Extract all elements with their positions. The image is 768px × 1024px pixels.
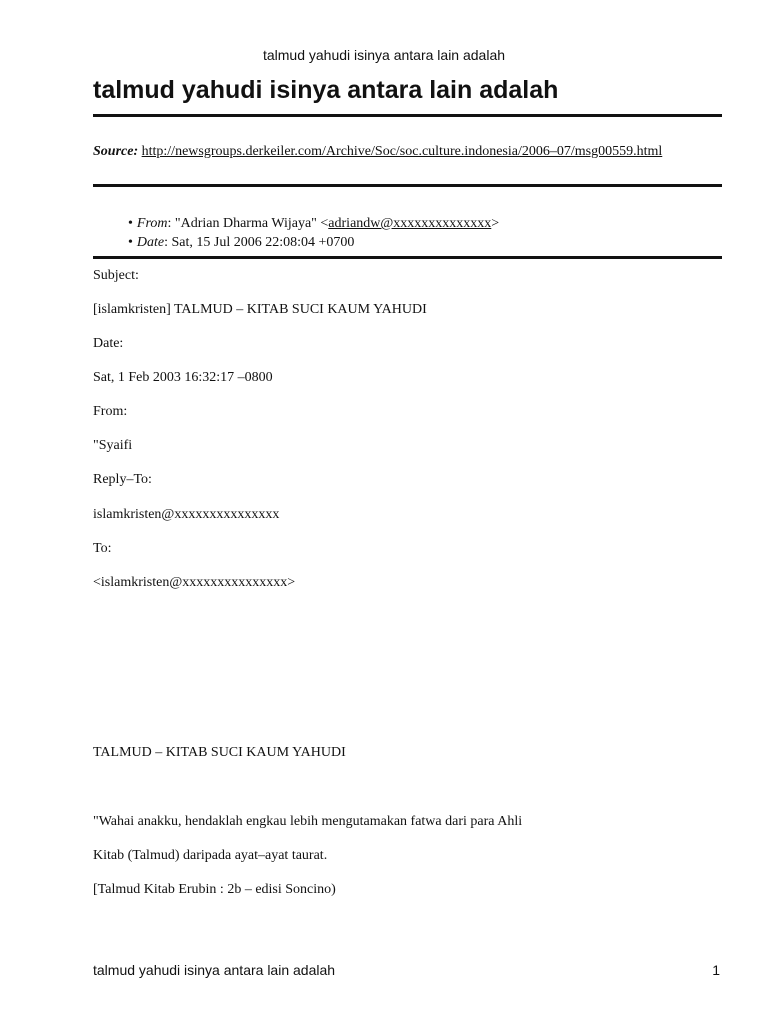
from-value: "Syaifi xyxy=(93,438,133,453)
section-heading: TALMUD – KITAB SUCI KAUM YAHUDI xyxy=(93,745,346,760)
subject-value: [islamkristen] TALMUD – KITAB SUCI KAUM YAHUDI xyxy=(93,302,427,317)
page-title: talmud yahudi isinya antara lain adalah xyxy=(93,76,559,104)
reply-to-label: Reply–To: xyxy=(93,472,152,487)
reply-to-value: islamkristen@xxxxxxxxxxxxxxx xyxy=(93,507,280,522)
meta-date-value: : Sat, 15 Jul 2006 22:08:04 +0700 xyxy=(164,235,355,250)
from-label: From: xyxy=(93,404,128,419)
meta-date-label: Date xyxy=(136,235,165,250)
bullet-icon: • xyxy=(128,216,133,231)
source-link[interactable]: http://newsgroups.derkeiler.com/Archive/Soc/soc.culture.indonesia/2006–07/msg00559.html xyxy=(141,144,663,159)
source-line xyxy=(93,144,662,160)
to-label: To: xyxy=(93,541,112,556)
meta-from-label: From xyxy=(136,216,168,231)
bullet-icon: • xyxy=(128,235,133,250)
date-label: Date: xyxy=(93,336,124,351)
quote-line-2: Kitab (Talmud) daripada ayat–ayat taurat. xyxy=(93,848,328,863)
running-header: talmud yahudi isinya antara lain adalah xyxy=(262,47,506,63)
message-meta xyxy=(128,214,499,252)
page-number: 1 xyxy=(712,962,720,978)
subject-label: Subject: xyxy=(93,268,139,283)
meta-from-email-link[interactable]: adriandw@xxxxxxxxxxxxxx xyxy=(328,216,492,231)
quote-line-1: "Wahai anakku, hendaklah engkau lebih mengutamakan fatwa dari para Ahli xyxy=(93,814,523,829)
citation: [Talmud Kitab Erubin : 2b – edisi Soncino) xyxy=(93,882,336,897)
date-value: Sat, 1 Feb 2003 16:32:17 –0800 xyxy=(93,370,273,385)
meta-divider xyxy=(93,256,722,259)
title-divider xyxy=(93,114,722,117)
source-divider xyxy=(93,184,722,187)
source-label: Source: xyxy=(93,144,139,159)
running-footer: talmud yahudi isinya antara lain adalah xyxy=(93,962,336,978)
meta-from-item xyxy=(128,214,499,233)
meta-from-name: : "Adrian Dharma Wijaya" < xyxy=(167,216,329,231)
meta-date-item xyxy=(128,233,499,252)
meta-from-close: > xyxy=(491,216,500,231)
to-value: <islamkristen@xxxxxxxxxxxxxxx> xyxy=(93,575,296,590)
